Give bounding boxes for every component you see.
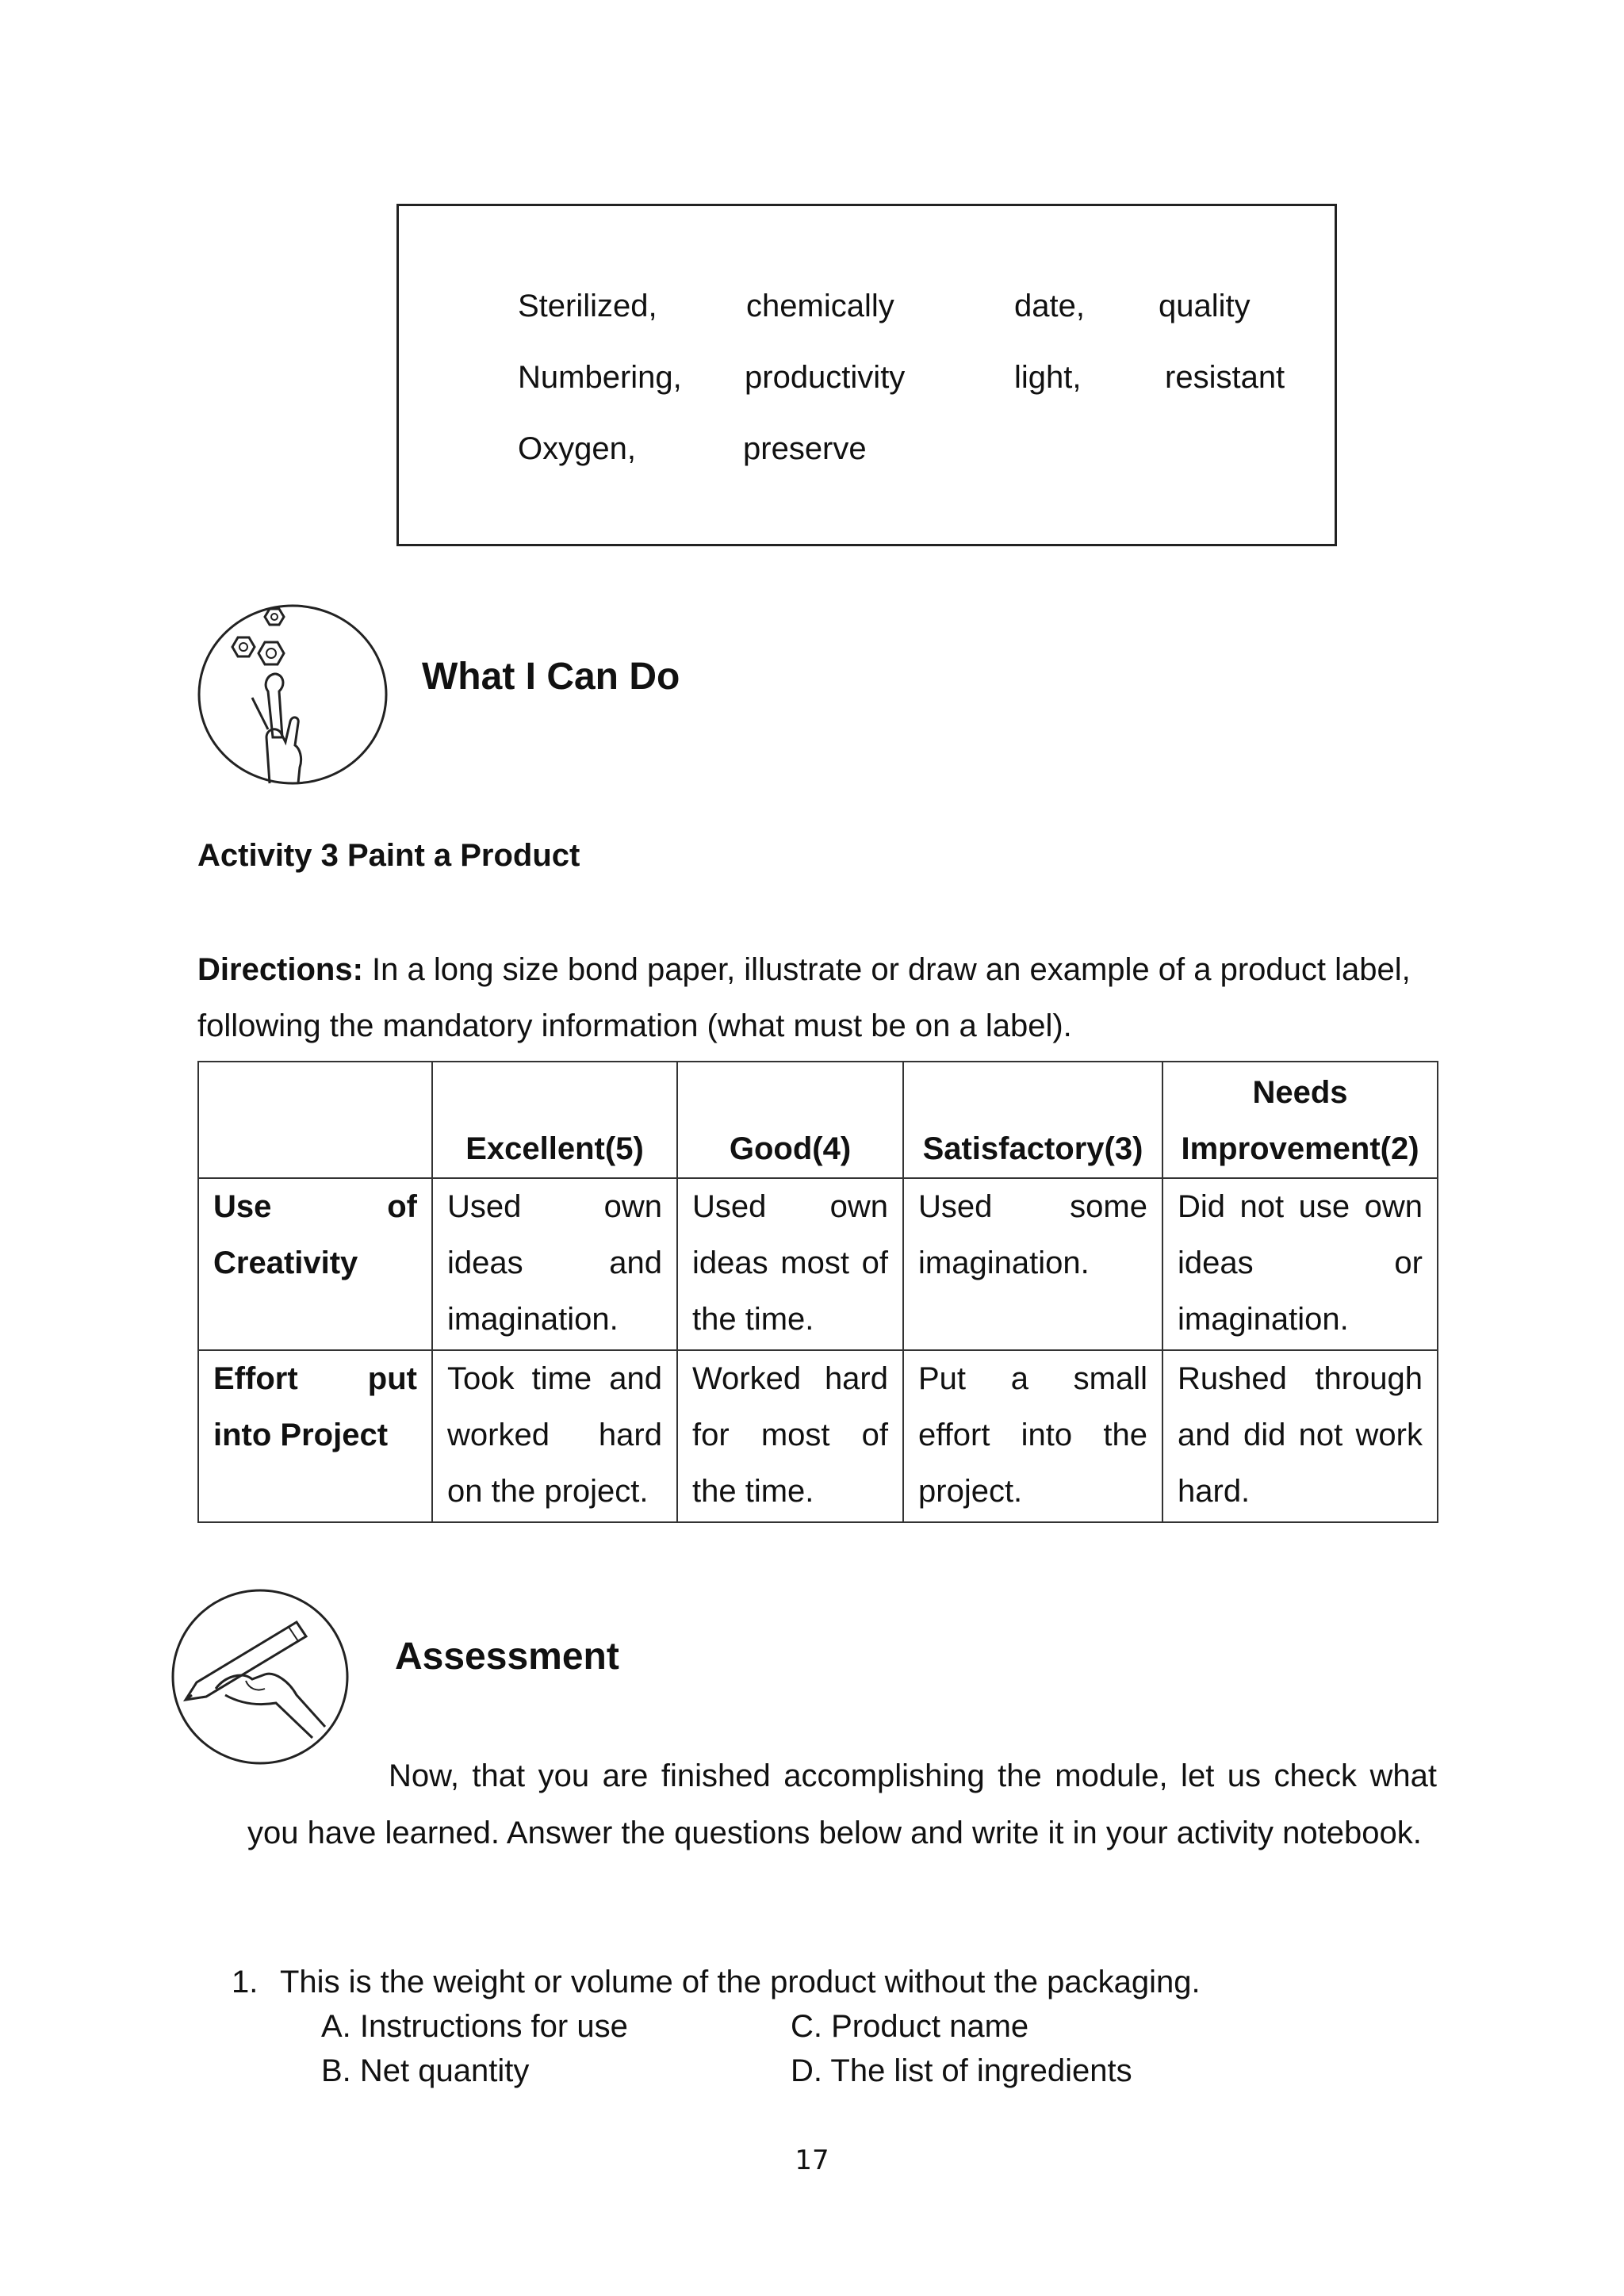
question-text: This is the weight or volume of the product without the packaging. — [280, 1965, 1201, 1999]
word-item: Oxygen, — [518, 431, 636, 466]
word-item: Numbering, — [518, 360, 682, 395]
table-header-row — [198, 1062, 1438, 1178]
word-item: resistant — [1165, 360, 1285, 395]
directions-label: Directions: — [197, 952, 363, 987]
word-item: Sterilized, — [518, 289, 657, 323]
section-title-assessment: Assessment — [395, 1636, 619, 1678]
word-item: date, — [1014, 289, 1085, 323]
word-item: productivity — [745, 360, 906, 395]
word-bank-box — [396, 204, 1337, 546]
word-item: quality — [1159, 289, 1251, 323]
directions-line-1 — [197, 952, 1411, 988]
rubric-table — [197, 1061, 1438, 1523]
wrench-hand-icon — [197, 603, 389, 786]
table-header-cell: Needs Improvement(2) — [1162, 1062, 1438, 1178]
page-number: 17 — [795, 2145, 829, 2176]
table-cell: Took time and worked hard on the project. — [432, 1350, 677, 1522]
table-header-cell: Excellent(5) — [432, 1062, 677, 1178]
table-cell: Worked hard for most of the time. — [677, 1350, 903, 1522]
table-cell: Used own ideas most of the time. — [677, 1178, 903, 1350]
directions-line-2: following the mandatory information (what must be on a label). — [197, 1008, 1072, 1043]
option-c: C. Product name — [791, 2009, 1029, 2044]
table-row — [198, 1350, 1438, 1522]
activity-title: Activity 3 Paint a Product — [197, 838, 580, 873]
word-item: light, — [1014, 360, 1082, 395]
word-item: preserve — [743, 431, 867, 466]
table-header-cell — [198, 1062, 432, 1178]
table-cell: Put a small effort into the project. — [903, 1350, 1162, 1522]
option-a: A. Instructions for use — [321, 2009, 628, 2044]
directions-text: In a long size bond paper, illustrate or draw an example of a product label, — [362, 952, 1411, 987]
table-row — [198, 1178, 1438, 1350]
table-cell: Used own ideas and imagination. — [432, 1178, 677, 1350]
table-row-header: Effort put into Project — [198, 1350, 432, 1522]
table-row-header: Use of Creativity — [198, 1178, 432, 1350]
table-cell: Did not use own ideas or imagination. — [1162, 1178, 1438, 1350]
option-b: B. Net quantity — [321, 2053, 530, 2088]
question-number: 1. — [232, 1965, 259, 1999]
table-cell: Rushed through and did not work hard. — [1162, 1350, 1438, 1522]
table-cell: Used some imagination. — [903, 1178, 1162, 1350]
assessment-intro: Now, that you are finished accomplishing the module, let us check what you have learned. Answer the questions below and write it in your activity notebook. — [247, 1758, 1437, 1850]
section-title-what-i-can-do: What I Can Do — [422, 656, 680, 698]
option-d: D. The list of ingredients — [791, 2053, 1132, 2088]
word-item: chemically — [746, 289, 894, 323]
table-header-cell: Satisfactory(3) — [903, 1062, 1162, 1178]
pencil-hand-icon — [170, 1587, 350, 1766]
table-header-cell: Good(4) — [677, 1062, 903, 1178]
